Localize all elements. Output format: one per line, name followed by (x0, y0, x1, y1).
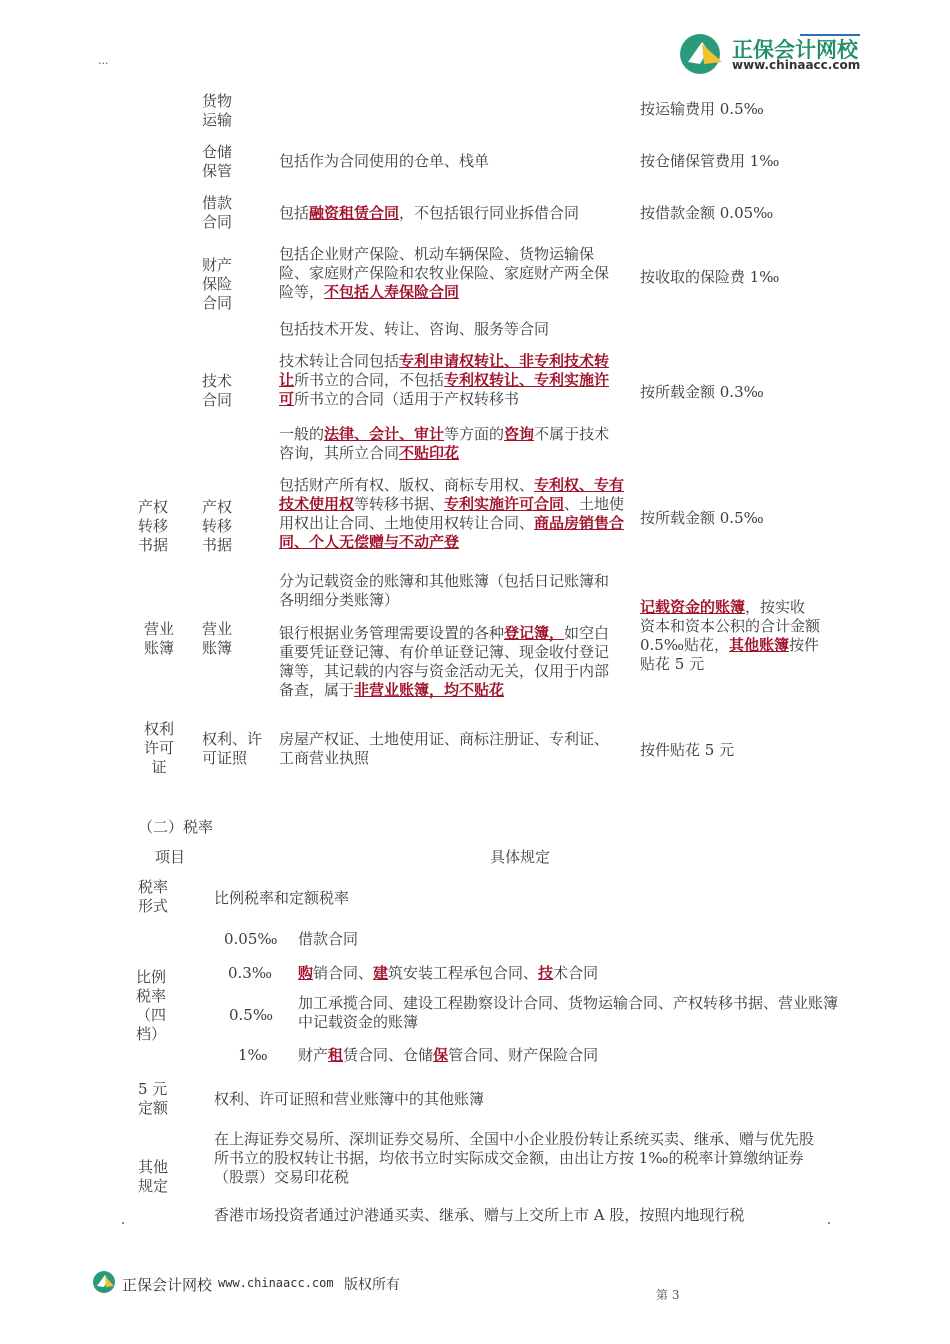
prop-text-1: 借款合同 (298, 930, 359, 948)
row-desc-storage: 包括作为合同使用的仓单、栈单 (279, 152, 490, 170)
prop-rate-2: 0.3‰ (228, 964, 272, 982)
prop-rate-4: 1‰ (238, 1046, 268, 1064)
rate-form-value: 比例税率和定额税率 (214, 889, 350, 907)
row-sub-license: 权利、许可证照 (202, 730, 263, 767)
fixed-label: 5 元定额 (138, 1080, 169, 1117)
row-sub-transport: 货物运输 (202, 92, 233, 129)
footer-rights: 版权所有 (344, 1277, 400, 1293)
row-desc-ledger-2: 银行根据业务管理需要设置的各种登记簿，如空白重要凭证登记簿、有价单证登记簿、现金收付登记簿等，其记载的内容与资金活动无关，仅用于内部备查，属于非营业账簿，均不贴花 (279, 624, 610, 699)
row-desc-ledger-1: 分为记载资金的账簿和其他账簿（包括日记账簿和各明细分类账簿） (279, 572, 610, 609)
footer-url: www.chinaacc.com (218, 1276, 334, 1290)
row-desc-tech-3: 一般的法律、会计、审计等方面的咨询不属于技术咨询，其所立合同不贴印花 (279, 425, 610, 462)
row-rate-license: 按件贴花 5 元 (640, 741, 735, 759)
row-desc-transfer: 包括财产所有权、版权、商标专用权、专利权、专有技术使用权等转移书据、专利实施许可合同、土地使用权出让合同、土地使用权转让合同、商品房销售合同、个人无偿赠与不动产登 (279, 476, 625, 551)
brand-logo-icon (678, 32, 728, 76)
corner-mark (828, 1222, 830, 1224)
footer-page: 第 3 (656, 1288, 680, 1302)
row-sub-loan: 借款合同 (202, 194, 233, 231)
row-sub-insurance: 财产保险合同 (202, 256, 233, 312)
row-cat-license: 权利许可证 (143, 720, 174, 776)
fixed-value: 权利、许可证照和营业账簿中的其他账簿 (214, 1090, 485, 1108)
row-rate-insurance: 按收取的保险费 1‰ (640, 268, 780, 286)
row-rate-ledger: 记载资金的账簿，按实收资本和资本公积的合计金额 0.5‰贴花，其他账簿按件贴花 5 元 (640, 598, 821, 673)
row-sub-transfer: 产权转移书据 (202, 498, 233, 554)
row-desc-license: 房屋产权证、土地使用证、商标注册证、专利证、工商营业执照 (279, 730, 610, 767)
footer-logo-icon (92, 1270, 116, 1294)
other-value-2: 香港市场投资者通过沪港通买卖、继承、赠与上交所上市 A 股，按照内地现行税 (214, 1206, 745, 1224)
section2-heading: （二）税率 (138, 818, 214, 836)
prop-text-4: 财产租赁合同、仓储保管合同、财产保险合同 (298, 1046, 599, 1064)
row-rate-tech: 按所载金额 0.3‰ (640, 383, 764, 401)
col-item-header: 项目 (155, 848, 186, 866)
row-rate-transfer: 按所载金额 0.5‰ (640, 509, 764, 527)
rate-form-label: 税率形式 (138, 878, 169, 915)
row-sub-ledger: 营业账簿 (202, 620, 233, 657)
row-rate-loan: 按借款金额 0.05‰ (640, 204, 774, 222)
corner-mark (122, 1222, 124, 1224)
prop-text-2: 购销合同、建筑安装工程承包合同、技术合同 (298, 964, 599, 982)
prop-label: 比例税率（四档） (136, 968, 167, 1043)
brand-underline (800, 34, 860, 36)
row-sub-storage: 仓储保管 (202, 143, 233, 180)
prop-rate-3: 0.5‰ (229, 1006, 273, 1024)
prop-text-3: 加工承揽合同、建设工程勘察设计合同、货物运输合同、产权转移书据、营业账簿中记载资金的账簿 (298, 994, 839, 1031)
top-left-fragment: ... (98, 54, 109, 67)
other-label: 其他规定 (138, 1158, 169, 1195)
row-desc-loan: 包括融资租赁合同，不包括银行同业拆借合同 (279, 204, 580, 222)
footer-brand: 正保会计网校 (122, 1276, 213, 1294)
row-desc-insurance: 包括企业财产保险、机动车辆保险、货物运输保险、家庭财产保险和农牧业保险、家庭财产两全保险等，不包括人寿保险合同 (279, 245, 610, 301)
row-rate-transport: 按运输费用 0.5‰ (640, 100, 764, 118)
row-sub-tech: 技术合同 (202, 372, 233, 409)
row-rate-storage: 按仓储保管费用 1‰ (640, 152, 780, 170)
brand-url: www.chinaacc.com (732, 58, 861, 72)
col-detail-header: 具体规定 (490, 848, 551, 866)
row-cat-ledger: 营业账簿 (143, 620, 174, 657)
prop-rate-1: 0.05‰ (224, 930, 278, 948)
row-cat-transfer: 产权转移书据 (138, 498, 169, 554)
brand-name: 正保会计网校 (732, 38, 858, 62)
other-value: 在上海证券交易所、深圳证券交易所、全国中小企业股份转让系统买卖、继承、赠与优先股所书立的股权转让书据，均依书立时实际成交金额，由出让方按 1‰的税率计算缴纳证券（股票）交易印花税 (214, 1130, 815, 1186)
row-desc-tech-2: 技术转让合同包括专利申请权转让、非专利技术转让所书立的合同，不包括专利权转让、专利实施许可所书立的合同（适用于产权转移书 (279, 352, 610, 408)
row-desc-tech-1: 包括技术开发、转让、咨询、服务等合同 (279, 320, 550, 338)
